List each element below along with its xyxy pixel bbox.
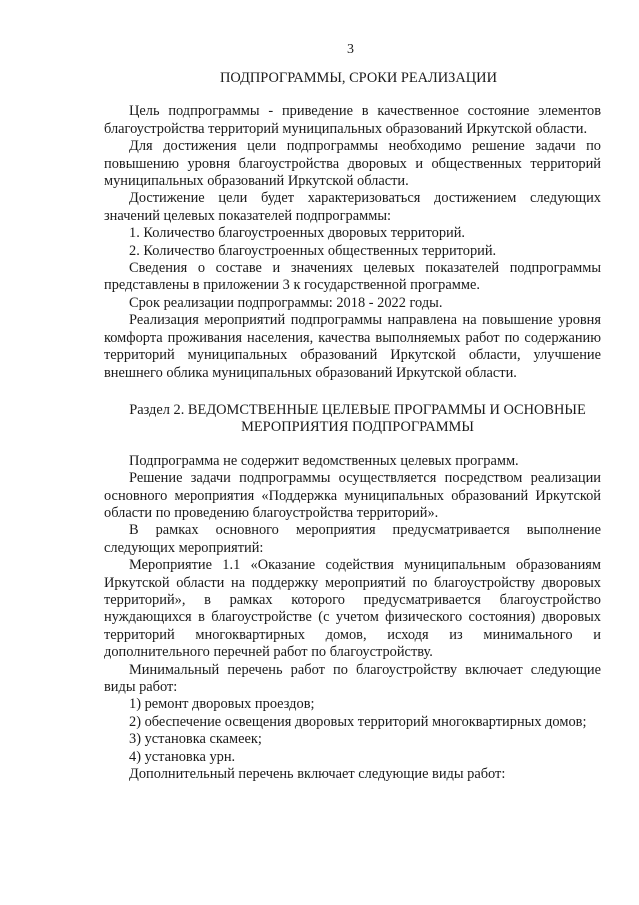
paragraph-no-programs: Подпрограмма не содержит ведомственных целевых программ. [129,452,519,469]
paragraph-main-activity: Решение задачи подпрограммы осуществляется посредством реализации основного мероприятия «Поддержка муниципальных образований Иркутской области по проведению благоустройства территорий». [104,470,601,521]
paragraph-implementation: Реализация мероприятий подпрограммы направлена на повышение уровня комфорта проживания населения, качества выполняемых работ по содержанию территорий муниципальных образований Иркутской области, улучшение внешнего облика муниципальных образований Иркутской области. [104,312,601,381]
document-body [104,70,601,783]
work-item-3: 3) установка скамеек; [129,731,262,748]
section-2-heading-line-2: МЕРОПРИЯТИЯ ПОДПРОГРАММЫ [241,419,474,436]
paragraph-task: Для достижения цели подпрограммы необходимо решение задачи по повышению уровня благоустройства дворовых и общественных территорий муниципальных образований Иркутской области. [104,138,601,190]
paragraph-additional-list-intro: Дополнительный перечень включает следующие виды работ: [129,766,506,783]
section-2-heading [94,402,621,437]
section-heading: ПОДПРОГРАММЫ, СРОКИ РЕАЛИЗАЦИИ [220,70,497,86]
paragraph-term: Срок реализации подпрограммы: 2018 - 2022 годы. [129,294,443,311]
indicator-item-1: 1. Количество благоустроенных дворовых территорий. [129,225,466,242]
paragraph-indicators-info: Сведения о составе и значениях целевых показателей подпрограммы представлены в приложении 3 к государственной программе. [104,260,601,294]
work-item-4: 4) установка урн. [129,748,236,765]
work-item-1: 1) ремонт дворовых проездов; [129,696,315,713]
paragraph-indicators-intro: Достижение цели будет характеризоваться достижением следующих значений целевых показателей подпрограммы: [104,190,601,224]
paragraph-goal: Цель подпрограммы - приведение в качественное состояние элементов благоустройства территорий муниципальных образований Иркутской области. [104,103,601,137]
paragraph-activities-intro: В рамках основного мероприятия предусматривается выполнение следующих мероприятий: [104,522,601,556]
paragraph-minimal-list-intro: Минимальный перечень работ по благоустройству включает следующие виды работ: [104,661,601,695]
paragraph-activity-1-1: Мероприятие 1.1 «Оказание содействия муниципальным образованиям Иркутской области на поддержку мероприятий по благоустройству дворовых территорий», в рамках которого предусматривается благоустройство нуждающихся в благоустройстве (с учетом физического состояния) дворовых территорий многоквартирных домов, исходя из минимального и дополнительного перечней работ по благоустройству. [104,557,601,661]
section-2-heading-line-1: Раздел 2. ВЕДОМСТВЕННЫЕ ЦЕЛЕВЫЕ ПРОГРАММЫ И ОСНОВНЫЕ [129,401,586,418]
indicator-item-2: 2. Количество благоустроенных общественных территорий. [129,242,497,259]
work-item-2: 2) обеспечение освещения дворовых территорий многоквартирных домов; [129,713,587,730]
page-number: 3 [347,42,354,57]
